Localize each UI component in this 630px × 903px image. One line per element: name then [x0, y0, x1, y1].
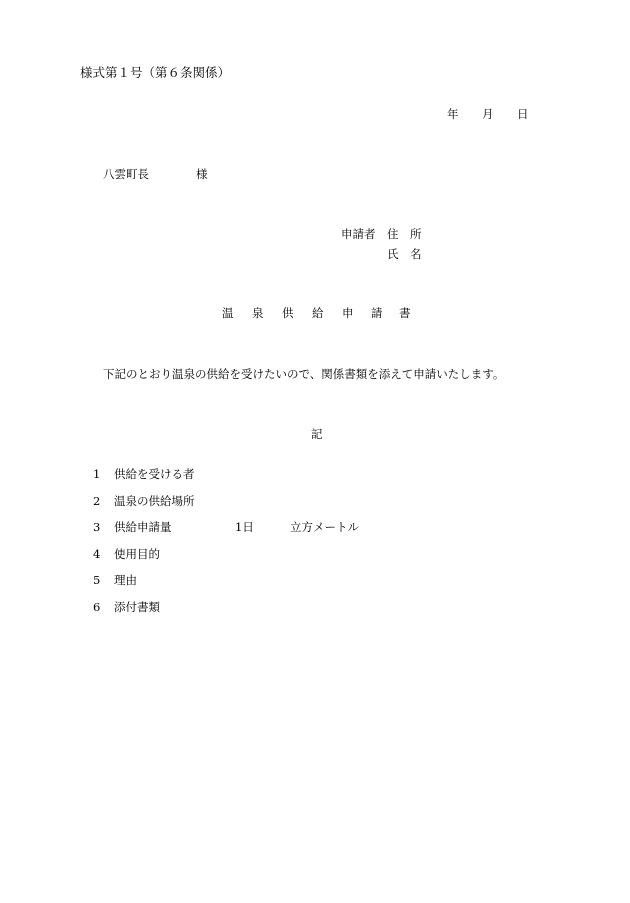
item-label: 理由: [114, 573, 137, 587]
applicant-label: 申請者: [341, 227, 376, 241]
form-number: 様式第１号（第６条関係）: [80, 65, 231, 80]
title-char: 書: [399, 306, 411, 320]
item-number: 4: [93, 547, 101, 561]
title-char: 申: [342, 306, 354, 320]
item-label: 添付書類: [114, 600, 160, 614]
item-number: 2: [93, 494, 101, 508]
item-label: 使用目的: [114, 547, 160, 561]
item-number: 6: [93, 600, 101, 614]
item-unit: 立方メートル: [290, 520, 359, 534]
date-year-label: 年: [447, 107, 459, 121]
body-text: 下記のとおり温泉の供給を受けたいので、関係書類を添えて申請いたします。: [103, 367, 505, 381]
item-number: 5: [93, 573, 101, 587]
title-char: 温: [222, 306, 234, 320]
date-day-label: 日: [517, 107, 529, 121]
addressee-name: 八雲町長: [103, 167, 149, 181]
address-label: 住 所: [387, 227, 422, 241]
item-label: 供給申請量: [114, 520, 172, 534]
title-char: 請: [371, 306, 383, 320]
item-number: 3: [93, 520, 101, 534]
ki-heading: 記: [311, 427, 323, 441]
item-unit-prefix: 1日: [235, 520, 254, 534]
item-label: 供給を受ける者: [114, 467, 195, 481]
item-number: 1: [93, 467, 101, 481]
item-label: 温泉の供給場所: [114, 494, 195, 508]
addressee-honorific: 様: [196, 167, 208, 181]
title-char: 供: [282, 306, 294, 320]
name-label: 氏 名: [387, 247, 422, 261]
title-char: 給: [312, 306, 324, 320]
title-char: 泉: [252, 306, 264, 320]
date-month-label: 月: [482, 107, 494, 121]
